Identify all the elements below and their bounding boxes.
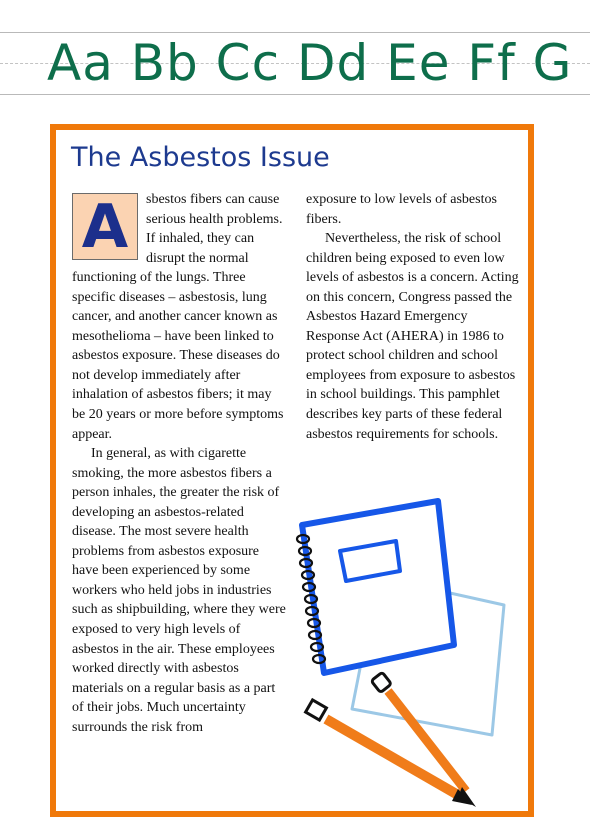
notebook-cover xyxy=(302,501,454,673)
guide-line-bottom xyxy=(0,94,590,95)
paragraph: exposure to low levels of asbestos fibers. xyxy=(306,192,497,227)
drop-cap: A xyxy=(72,193,138,260)
pencil-icon xyxy=(371,672,476,807)
article-title: The Asbestos Issue xyxy=(71,142,330,173)
alphabet-banner: Aa Bb Cc Dd Ee Ff G xyxy=(47,34,573,92)
article-frame xyxy=(50,124,534,817)
paragraph: sbestos fibers can cause serious health problems. If inhaled, they can disrupt the normal functioning of the lungs. Three specific diseases – asbestosis, lung cancer, and another cancer known as mesothelioma – have been linked to asbestos exposure. These diseases do not develop immediately after inhalation of asbestos fibers; it may be 20 years or more before symptoms appear. xyxy=(72,192,284,442)
paragraph: Nevertheless, the risk of school children being exposed to even low levels of asbestos is a concern. Acting on this concern, Congress passed the Asbestos Hazard Emergency Response Act (AHERA) in 1986 to protect school children and school employees from exposure to asbestos in school buildings. This pamphlet describes key parts of these federal asbestos requirements for schools. xyxy=(306,231,519,442)
notebook-pencils-illustration xyxy=(286,495,526,815)
column-left xyxy=(72,190,288,737)
paragraph: In general, as with cigarette smoking, the more asbestos fibers a person inhales, the greater the risk of developing an asbestos-related disease. The most severe health problems from asbestos exposure have been experienced by some workers who held jobs in industries such as shipbuilding, where they were exposed to very high levels of asbestos in the air. These employees worked directly with asbestos materials on a regular basis as a part of their jobs. Much uncertainty surrounds the risk from xyxy=(72,446,286,735)
column-right xyxy=(306,190,521,444)
handwriting-header xyxy=(0,0,590,110)
